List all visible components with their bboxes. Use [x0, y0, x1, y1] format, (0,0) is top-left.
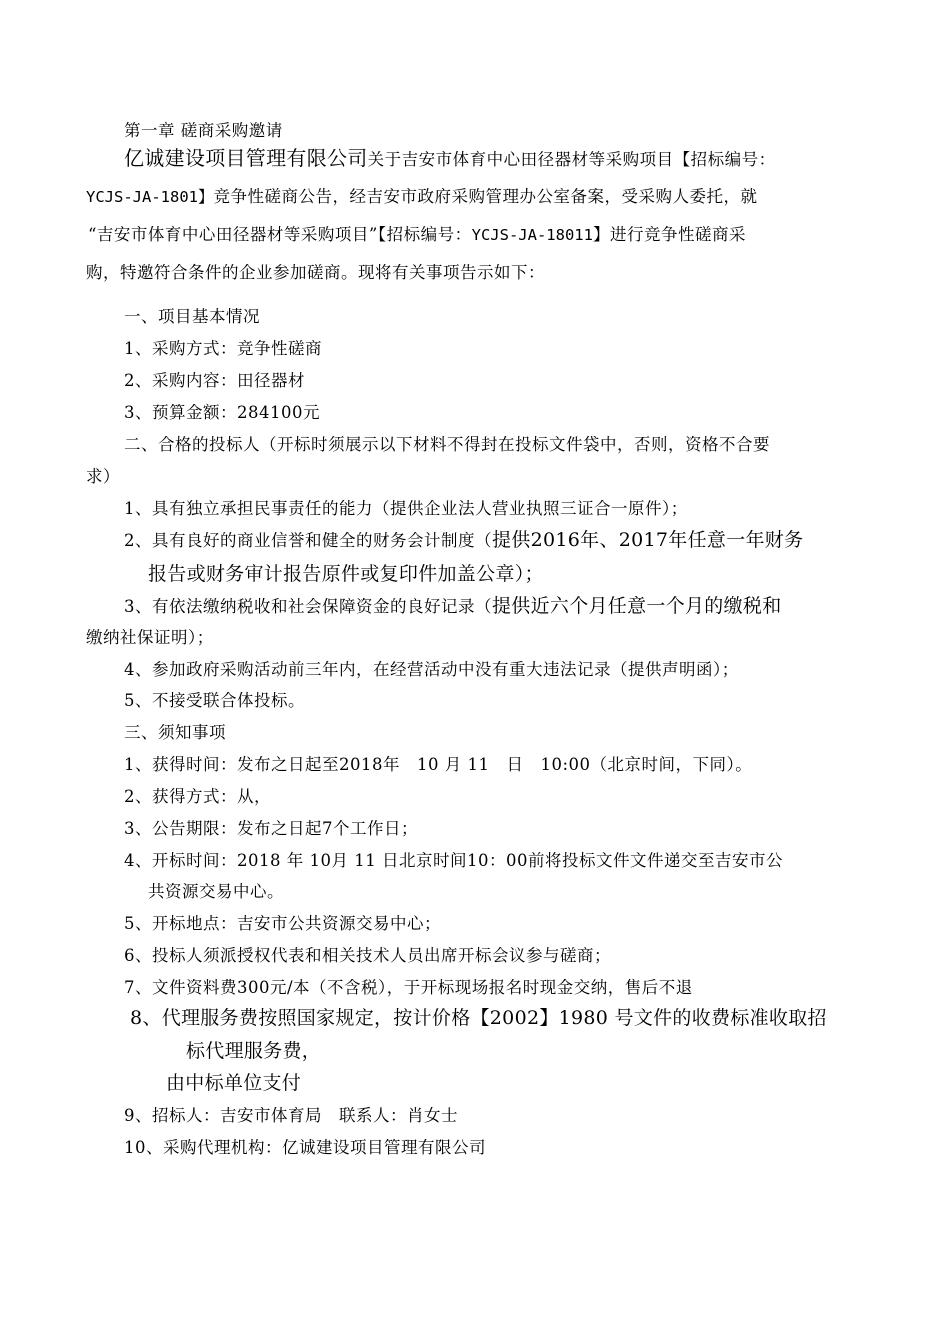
- intro-line-1: [124, 147, 776, 171]
- section1-item-2: 2、采购内容：田径器材: [124, 371, 305, 390]
- section3-item-5: 5、开标地点：吉安市公共资源交易中心；: [124, 914, 441, 933]
- intro-line-1-text: 关于吉安市体育中心田径器材等采购项目【招标编号：: [367, 150, 776, 169]
- section2-item-2-a: 2、具有良好的商业信誉和健全的财务会计制度（: [124, 531, 492, 550]
- section2-item-3: [124, 595, 782, 618]
- section3-item-10: 10、采购代理机构：亿诚建设项目管理有限公司: [124, 1138, 486, 1157]
- section3-item-7: 7、文件资料费300元/本（不含税），于开标现场报名时现金交纳，售后不退: [124, 978, 693, 997]
- section1-title: 一、项目基本情况: [124, 307, 260, 326]
- section2-item-2-b: 提供2016年、2017年任意一年财务: [492, 529, 804, 551]
- section3-title: 三、须知事项: [124, 723, 226, 742]
- section2-title-line-1: 二、合格的投标人（开标时须展示以下材料不得封在投标文件袋中，否则，资格不合要: [124, 435, 770, 454]
- section3-item-8-a: 8、代理服务费按照国家规定，按计价格【2002】1980 号文件的收费标准收取招: [130, 1007, 827, 1029]
- section1-item-3: 3、预算金额：284100元: [124, 403, 320, 422]
- intro-code-1: YCJS-JA-1801】: [86, 188, 214, 206]
- intro-line-3-b: 】进行竞争性磋商采: [592, 225, 746, 244]
- section2-item-1: 1、具有独立承担民事责任的能力（提供企业法人营业执照三证合一原件）；: [124, 499, 688, 518]
- intro-line-4: 购，特邀符合条件的企业参加磋商。现将有关事项告示如下：: [86, 263, 545, 282]
- intro-line-3-a: “吉安市体育中心田径器材等采购项目”【招标编号：: [88, 225, 472, 244]
- section3-item-2: 2、获得方式：从，: [124, 787, 271, 806]
- section3-item-4-b: 共资源交易中心。: [148, 882, 284, 901]
- section3-item-3: 3、公告期限：发布之日起7个工作日；: [124, 819, 418, 838]
- intro-line-3: [88, 224, 746, 246]
- section2-item-3-c: 缴纳社保证明）；: [86, 628, 214, 647]
- section3-item-6: 6、投标人须派授权代表和相关技术人员出席开标会议参与磋商；: [124, 946, 611, 965]
- section1-item-1: 1、采购方式：竞争性磋商: [124, 339, 322, 358]
- section3-item-8-c: 由中标单位支付: [166, 1072, 302, 1094]
- section2-item-3-a: 3、有依法缴纳税收和社会保障资金的良好记录（: [124, 597, 492, 616]
- section2-item-3-b: 提供近六个月任意一个月的缴税和: [492, 595, 782, 617]
- intro-company: 亿诚建设项目管理有限公司: [124, 146, 368, 170]
- section3-item-4-a: 4、开标时间：2018 年 10月 11 日北京时间10：00前将投标文件文件递交至吉安市公: [124, 851, 783, 870]
- section3-item-9: 9、招标人：吉安市体育局 联系人：肖女士: [124, 1106, 458, 1125]
- intro-line-2-text: 竞争性磋商公告，经吉安市政府采购管理办公室备案，受采购人委托，就: [213, 187, 758, 206]
- section2-item-5: 5、不接受联合体投标。: [124, 691, 305, 710]
- section2-item-2: [124, 529, 803, 552]
- chapter-title: 第一章 磋商采购邀请: [124, 121, 283, 140]
- section2-item-4: 4、参加政府采购活动前三年内，在经营活动中没有重大违法记录（提供声明函）；: [124, 660, 739, 679]
- intro-line-2: [86, 186, 757, 208]
- section3-item-8-b: 标代理服务费，: [186, 1040, 322, 1062]
- section2-title-line-2: 求）: [86, 467, 120, 486]
- section3-item-1: 1、获得时间：发布之日起至2018年 10 月 11 日 10:00（北京时间，下同）。: [124, 755, 753, 774]
- section2-item-2-c: 报告或财务审计报告原件或复印件加盖公章）；: [148, 563, 544, 585]
- intro-code-2: YCJS-JA-18011: [471, 226, 593, 244]
